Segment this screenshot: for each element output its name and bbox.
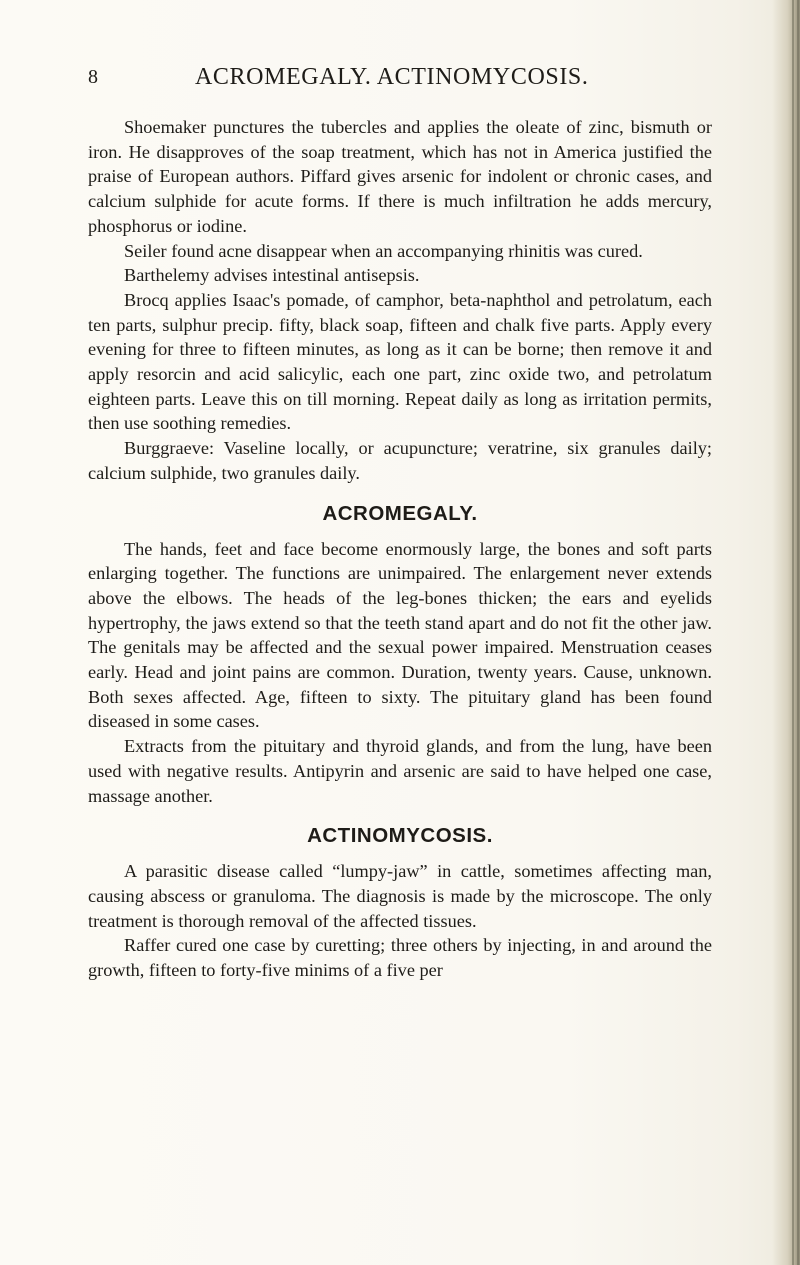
- paragraph: Barthelemy advises intestinal antisepsis.: [124, 265, 420, 286]
- page-edge-shadow: [772, 0, 800, 1265]
- body-text: [88, 115, 712, 983]
- page-edge-line: [797, 0, 799, 1265]
- paragraph: The hands, feet and face become enormously large, the bones and soft parts enlarging together. The functions are unimpaired. The enlargement never extends above the elbows. The heads of the leg-bones thicken; the ears and eyelids hypertrophy, the jaws extend so that the teeth stand apart and do not fit the other jaw. The genitals may be affected and the sexual power impaired. Menstruation ceases early. Head and joint pains are common. Duration, twenty years. Cause, unknown. Both sexes affected. Age, fifteen to sixty. The pituitary gland has been found diseased in some cases.: [88, 538, 712, 732]
- paragraph: Seiler found acne disappear when an accompanying rhinitis was cured.: [124, 240, 643, 261]
- section-heading-acromegaly: ACROMEGALY.: [322, 501, 478, 525]
- page-number: 8: [88, 66, 99, 88]
- section-heading-actinomycosis: ACTINOMYCOSIS.: [307, 824, 493, 848]
- paragraph: Raffer cured one case by curetting; three others by injecting, in and around the growth, fifteen to forty-five minims of a five per: [88, 935, 712, 981]
- paragraph: Burggraeve: Vaseline locally, or acupuncture; veratrine, six granules daily; calcium sulphide, two granules daily.: [88, 438, 712, 483]
- paragraph: Extracts from the pituitary and thyroid glands, and from the lung, have been used with negative results. Antipyrin and arsenic are said to have helped one case, massage another.: [88, 736, 712, 806]
- running-head: [88, 62, 708, 92]
- paragraph: Shoemaker punctures the tubercles and applies the oleate of zinc, bismuth or iron. He disapproves of the soap treatment, which has not in America justified the praise of European authors. Piffard gives arsenic for indolent or chronic cases, and calcium sulphide for acute forms. If there is much infiltration he adds mercury, phosphorus or iodine.: [88, 117, 712, 236]
- page-edge-line: [792, 0, 794, 1265]
- paragraph: A parasitic disease called “lumpy-jaw” in cattle, sometimes affecting man, causing abscess or granuloma. The diagnosis is made by the microscope. The only treatment is thorough removal of the affected tissues.: [88, 861, 712, 931]
- running-head-title: ACROMEGALY. ACTINOMYCOSIS.: [195, 64, 589, 90]
- paragraph: Brocq applies Isaac's pomade, of camphor, beta-naphthol and petrolatum, each ten parts, sulphur precip. fifty, black soap, fifteen and chalk five parts. Apply every evening for three to fifteen minutes, as long as it can be borne; then remove it and apply resorcin and acid salicylic, each one part, zinc oxide two, and petrolatum eighteen parts. Leave this on till morning. Repeat daily as long as irritation permits, then use soothing remedies.: [88, 289, 712, 434]
